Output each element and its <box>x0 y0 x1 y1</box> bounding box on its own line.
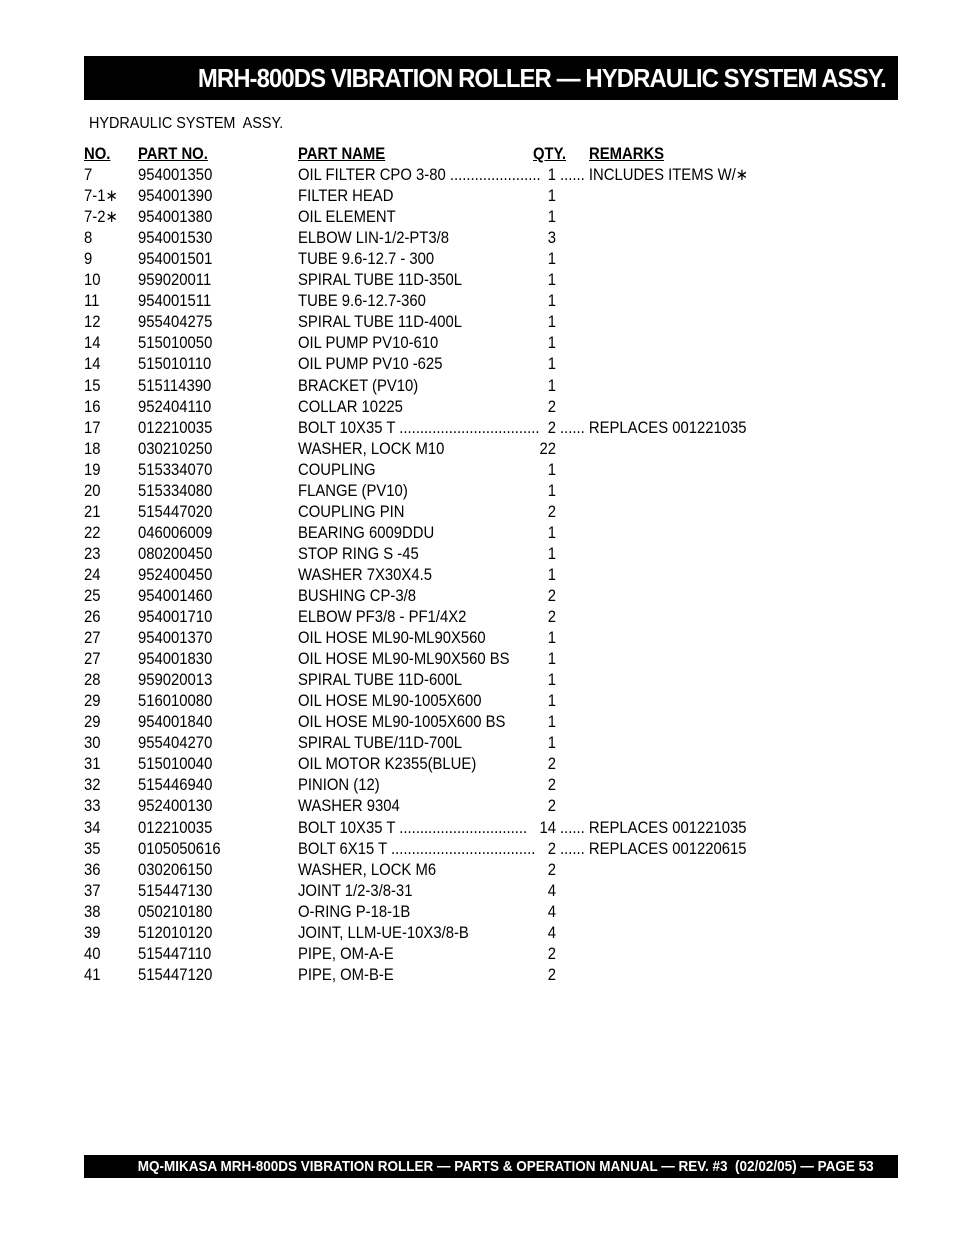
table-row <box>84 460 784 481</box>
cell-qty: 2 <box>547 418 556 437</box>
cell-qty: 4 <box>547 902 556 921</box>
page-title-bar <box>84 56 898 100</box>
cell-part-no: 0105050616 <box>138 839 221 858</box>
cell-part-no: 080200450 <box>138 544 213 563</box>
cell-part-name: OIL HOSE ML90-ML90X560 <box>298 629 486 648</box>
cell-no: 29 <box>84 713 101 732</box>
cell-part-no: 959020011 <box>138 271 212 290</box>
cell-part-name: JOINT 1/2-3/8-31 <box>298 881 413 900</box>
cell-part-no: 515334080 <box>138 481 213 500</box>
cell-qty: 1 <box>547 460 556 479</box>
cell-part-name: BOLT 10X35 T ............................... <box>298 818 528 837</box>
cell-no: 16 <box>84 397 101 416</box>
table-row <box>84 565 784 586</box>
table-row <box>84 649 784 670</box>
cell-part-name: SPIRAL TUBE 11D-600L <box>298 671 462 690</box>
cell-part-no: 954001710 <box>138 608 213 627</box>
cell-qty: 14 <box>539 818 556 837</box>
cell-part-name: JOINT, LLM-UE-10X3/8-B <box>298 923 469 942</box>
table-row <box>84 902 784 923</box>
table-row <box>84 207 784 228</box>
cell-part-name: PIPE, OM-A-E <box>298 944 394 963</box>
cell-no: 10 <box>84 271 101 290</box>
cell-qty: 4 <box>547 881 556 900</box>
cell-qty: 1 <box>547 565 556 584</box>
cell-qty: 2 <box>547 608 556 627</box>
table-row <box>84 312 784 333</box>
cell-part-no: 012210035 <box>138 418 213 437</box>
cell-no: 15 <box>84 376 101 395</box>
cell-no: 9 <box>84 250 93 269</box>
cell-no: 27 <box>84 629 101 648</box>
table-row <box>84 439 784 460</box>
table-row <box>84 291 784 312</box>
cell-no: 35 <box>84 839 101 858</box>
cell-part-no: 515447130 <box>138 881 213 900</box>
cell-part-no: 515010040 <box>138 755 213 774</box>
cell-no: 31 <box>84 755 101 774</box>
cell-qty: 2 <box>547 944 556 963</box>
cell-qty: 2 <box>547 839 556 858</box>
cell-part-name: WASHER, LOCK M6 <box>298 860 437 879</box>
cell-no: 17 <box>84 418 101 437</box>
cell-part-no: 515447110 <box>138 944 212 963</box>
table-row <box>84 354 784 375</box>
cell-part-name: WASHER 9304 <box>298 797 400 816</box>
cell-part-name: BOLT 10X35 T .................................. <box>298 418 540 437</box>
cell-part-no: 515010110 <box>138 355 212 374</box>
parts-table <box>84 144 784 986</box>
cell-no: 26 <box>84 608 101 627</box>
cell-qty: 2 <box>547 586 556 605</box>
table-row <box>84 881 784 902</box>
table-row <box>84 796 784 817</box>
cell-part-name: OIL PUMP PV10 -625 <box>298 355 443 374</box>
cell-part-name: ELBOW LIN-1/2-PT3/8 <box>298 229 450 248</box>
cell-part-name: WASHER 7X30X4.5 <box>298 565 432 584</box>
cell-part-no: 515334070 <box>138 460 213 479</box>
cell-part-no: 959020013 <box>138 671 213 690</box>
header-remarks: REMARKS <box>589 145 665 163</box>
cell-no: 7 <box>84 166 93 185</box>
cell-part-name: WASHER, LOCK M10 <box>298 439 445 458</box>
table-row <box>84 860 784 881</box>
cell-no: 29 <box>84 692 101 711</box>
cell-no: 39 <box>84 923 101 942</box>
table-row <box>84 754 784 775</box>
table-row <box>84 670 784 691</box>
cell-no: 8 <box>84 229 93 248</box>
cell-no: 34 <box>84 818 101 837</box>
footer-text: MQ-MIKASA MRH-800DS VIBRATION ROLLER — PARTS & OPERATION MANUAL — REV. #3 (02/02/05) — PAGE 53 <box>138 1158 874 1175</box>
cell-part-no: 515446940 <box>138 776 213 795</box>
cell-qty: 2 <box>547 502 556 521</box>
cell-no: 14 <box>84 355 101 374</box>
cell-part-name: OIL HOSE ML90-ML90X560 BS <box>298 650 510 669</box>
cell-part-no: 515010050 <box>138 334 213 353</box>
table-row <box>84 418 784 439</box>
table-row <box>84 607 784 628</box>
table-row <box>84 628 784 649</box>
cell-part-no: 952400450 <box>138 565 213 584</box>
table-row <box>84 376 784 397</box>
cell-qty: 1 <box>547 629 556 648</box>
cell-part-name: TUBE 9.6-12.7-360 <box>298 292 426 311</box>
table-row <box>84 923 784 944</box>
table-row <box>84 775 784 796</box>
cell-part-no: 954001511 <box>138 292 212 311</box>
header-qty: QTY. <box>533 145 567 163</box>
table-row <box>84 818 784 839</box>
cell-no: 19 <box>84 460 101 479</box>
cell-part-name: FLANGE (PV10) <box>298 481 408 500</box>
cell-no: 36 <box>84 860 101 879</box>
cell-no: 30 <box>84 734 101 753</box>
cell-part-name: PIPE, OM-B-E <box>298 965 394 984</box>
cell-part-no: 954001350 <box>138 166 213 185</box>
cell-qty: 1 <box>547 650 556 669</box>
table-row <box>84 249 784 270</box>
table-row <box>84 839 784 860</box>
cell-no: 12 <box>84 313 101 332</box>
cell-no: 37 <box>84 881 101 900</box>
cell-part-no: 515114390 <box>138 376 212 395</box>
table-row <box>84 523 784 544</box>
cell-part-no: 012210035 <box>138 818 213 837</box>
cell-remarks: ...... REPLACES 001220615 <box>560 839 747 858</box>
cell-part-no: 954001530 <box>138 229 213 248</box>
table-row <box>84 333 784 354</box>
cell-qty: 1 <box>547 544 556 563</box>
cell-part-no: 046006009 <box>138 523 213 542</box>
cell-part-name: TUBE 9.6-12.7 - 300 <box>298 250 435 269</box>
cell-part-no: 030210250 <box>138 439 213 458</box>
cell-no: 28 <box>84 671 101 690</box>
cell-part-name: COUPLING PIN <box>298 502 405 521</box>
cell-part-name: BRACKET (PV10) <box>298 376 419 395</box>
table-row <box>84 228 784 249</box>
cell-qty: 2 <box>547 860 556 879</box>
table-row <box>84 733 784 754</box>
cell-no: 14 <box>84 334 101 353</box>
cell-part-no: 954001840 <box>138 713 213 732</box>
cell-part-no: 515447120 <box>138 965 213 984</box>
cell-no: 25 <box>84 586 101 605</box>
cell-no: 7-2∗ <box>84 208 118 227</box>
table-row <box>84 165 784 186</box>
header-part-name: PART NAME <box>298 145 386 163</box>
cell-no: 23 <box>84 544 101 563</box>
cell-qty: 1 <box>547 481 556 500</box>
cell-part-name: COUPLING <box>298 460 376 479</box>
cell-part-no: 954001830 <box>138 650 213 669</box>
cell-qty: 2 <box>547 965 556 984</box>
table-row <box>84 691 784 712</box>
cell-no: 18 <box>84 439 101 458</box>
cell-qty: 1 <box>547 713 556 732</box>
cell-qty: 1 <box>547 292 556 311</box>
cell-no: 21 <box>84 502 101 521</box>
cell-part-name: O-RING P-18-1B <box>298 902 411 921</box>
cell-part-name: BEARING 6009DDU <box>298 523 435 542</box>
cell-part-no: 954001370 <box>138 629 213 648</box>
page-title: MRH-800DS VIBRATION ROLLER — HYDRAULIC SYSTEM ASSY. <box>197 63 886 93</box>
cell-no: 11 <box>84 292 100 311</box>
cell-part-no: 954001501 <box>138 250 213 269</box>
cell-part-name: BOLT 6X15 T ................................... <box>298 839 536 858</box>
cell-no: 20 <box>84 481 101 500</box>
cell-part-name: OIL PUMP PV10-610 <box>298 334 439 353</box>
table-row <box>84 397 784 418</box>
cell-part-no: 955404270 <box>138 734 213 753</box>
cell-qty: 1 <box>547 523 556 542</box>
section-subtitle: HYDRAULIC SYSTEM ASSY. <box>89 115 284 132</box>
cell-no: 33 <box>84 797 101 816</box>
cell-part-name: PINION (12) <box>298 776 380 795</box>
cell-part-no: 954001390 <box>138 187 213 206</box>
cell-part-no: 954001380 <box>138 208 213 227</box>
cell-no: 24 <box>84 565 101 584</box>
cell-part-name: STOP RING S -45 <box>298 544 419 563</box>
table-row <box>84 544 784 565</box>
cell-remarks: ...... REPLACES 001221035 <box>560 818 747 837</box>
cell-part-name: FILTER HEAD <box>298 187 394 206</box>
cell-part-name: OIL FILTER CPO 3-80 ...................... <box>298 166 541 185</box>
cell-qty: 1 <box>547 334 556 353</box>
table-row <box>84 186 784 207</box>
cell-part-no: 515447020 <box>138 502 213 521</box>
cell-qty: 1 <box>547 208 556 227</box>
cell-no: 7-1∗ <box>84 187 118 206</box>
cell-part-name: SPIRAL TUBE 11D-350L <box>298 271 462 290</box>
cell-qty: 1 <box>547 355 556 374</box>
cell-part-name: COLLAR 10225 <box>298 397 403 416</box>
cell-part-no: 030206150 <box>138 860 213 879</box>
cell-qty: 1 <box>547 692 556 711</box>
cell-part-name: SPIRAL TUBE/11D-700L <box>298 734 462 753</box>
cell-qty: 2 <box>547 397 556 416</box>
cell-no: 38 <box>84 902 101 921</box>
cell-part-name: SPIRAL TUBE 11D-400L <box>298 313 462 332</box>
cell-qty: 1 <box>547 187 556 206</box>
cell-part-name: BUSHING CP-3/8 <box>298 586 417 605</box>
cell-remarks: ...... INCLUDES ITEMS W/∗ <box>560 166 749 185</box>
cell-remarks: ...... REPLACES 001221035 <box>560 418 747 437</box>
table-body <box>84 165 784 986</box>
cell-part-name: OIL ELEMENT <box>298 208 396 227</box>
cell-qty: 2 <box>547 755 556 774</box>
cell-part-no: 512010120 <box>138 923 213 942</box>
cell-qty: 1 <box>547 313 556 332</box>
cell-part-no: 954001460 <box>138 586 213 605</box>
table-header <box>84 144 784 165</box>
cell-qty: 1 <box>547 671 556 690</box>
cell-part-no: 050210180 <box>138 902 213 921</box>
cell-part-name: OIL MOTOR K2355(BLUE) <box>298 755 477 774</box>
table-row <box>84 965 784 986</box>
header-part-no: PART NO. <box>138 145 208 163</box>
cell-no: 27 <box>84 650 101 669</box>
cell-qty: 1 <box>547 376 556 395</box>
cell-qty: 1 <box>547 271 556 290</box>
cell-part-no: 516010080 <box>138 692 213 711</box>
cell-no: 41 <box>84 965 101 984</box>
cell-qty: 1 <box>547 166 556 185</box>
cell-part-name: OIL HOSE ML90-1005X600 <box>298 692 482 711</box>
cell-part-name: ELBOW PF3/8 - PF1/4X2 <box>298 608 467 627</box>
cell-no: 32 <box>84 776 101 795</box>
cell-qty: 4 <box>547 923 556 942</box>
cell-qty: 2 <box>547 776 556 795</box>
cell-qty: 2 <box>547 797 556 816</box>
table-row <box>84 586 784 607</box>
footer-bar <box>84 1155 898 1178</box>
cell-part-no: 952404110 <box>138 397 212 416</box>
cell-no: 40 <box>84 944 101 963</box>
cell-qty: 1 <box>547 250 556 269</box>
cell-part-no: 952400130 <box>138 797 213 816</box>
cell-part-name: OIL HOSE ML90-1005X600 BS <box>298 713 506 732</box>
table-row <box>84 481 784 502</box>
table-row <box>84 502 784 523</box>
cell-qty: 1 <box>547 734 556 753</box>
cell-qty: 3 <box>547 229 556 248</box>
cell-part-no: 955404275 <box>138 313 213 332</box>
cell-no: 22 <box>84 523 101 542</box>
cell-qty: 22 <box>539 439 556 458</box>
table-row <box>84 712 784 733</box>
table-row <box>84 944 784 965</box>
table-row <box>84 270 784 291</box>
header-no: NO. <box>84 145 111 163</box>
